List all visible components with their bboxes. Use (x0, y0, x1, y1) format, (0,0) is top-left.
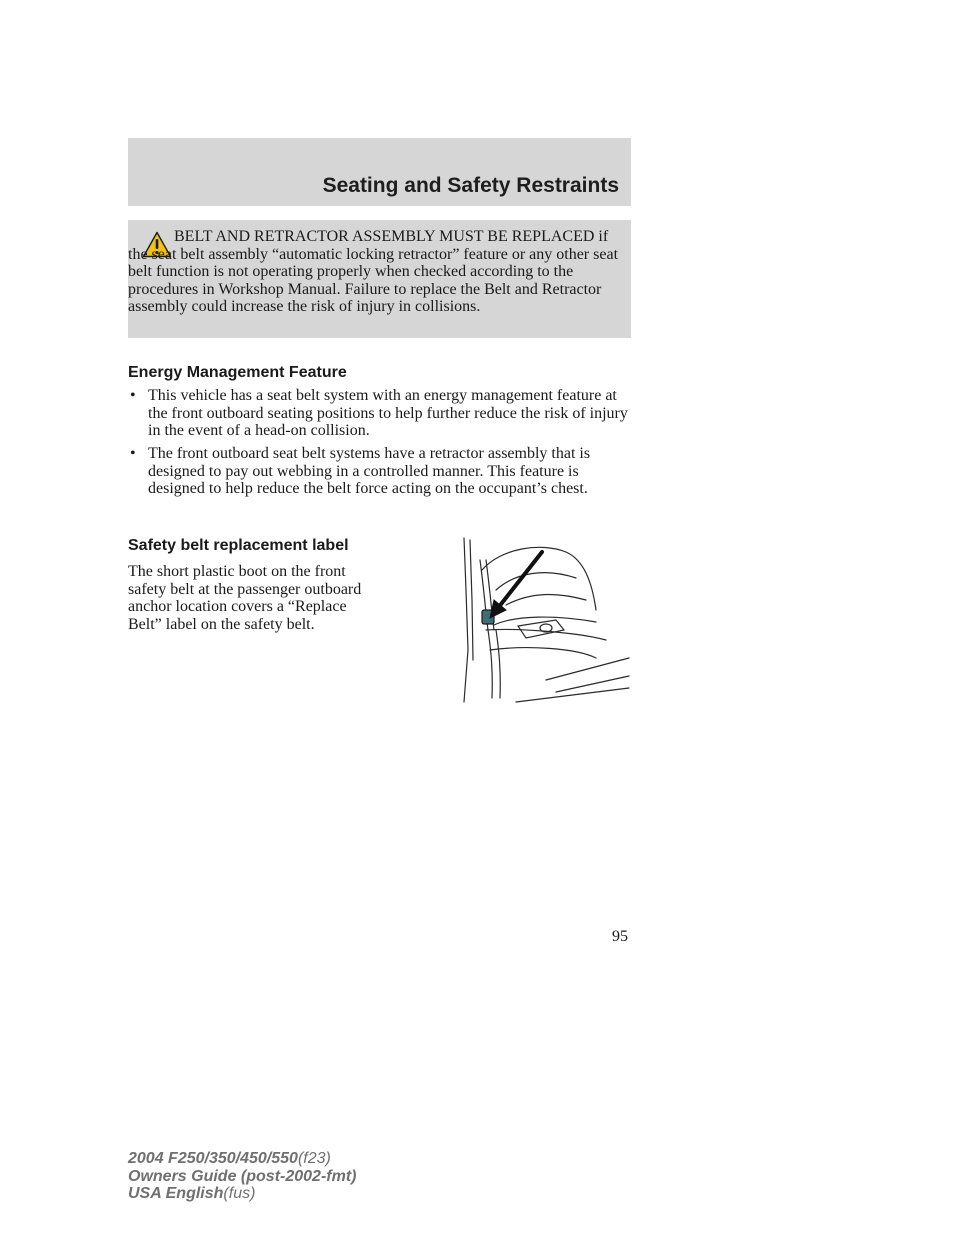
replacement-label-heading: Safety belt replacement label (128, 537, 349, 554)
footer-identifier (128, 1150, 356, 1203)
warning-box (128, 220, 631, 338)
seat-belt-illustration (446, 530, 631, 705)
bullet-item (128, 445, 638, 498)
footer-guide: Owners Guide (post-2002-fmt) (128, 1167, 357, 1185)
bullet-dot: • (130, 445, 136, 462)
section-title: Seating and Safety Restraints (322, 174, 619, 197)
section-header (128, 138, 631, 206)
footer-language: USA English (128, 1185, 224, 1202)
warning-text: BELT AND RETRACTOR ASSEMBLY MUST BE REPLACED if the seat belt assembly “automatic locking retractor” feature or any other seat belt function is not operating properly when checked according to the procedures in Workshop Manual. Failure to replace the Belt and Retractor assembly could increase the risk of injury in collisions. (128, 228, 619, 316)
energy-management-heading: Energy Management Feature (128, 364, 347, 381)
footer-model-code: (f23) (297, 1150, 331, 1167)
bullet-text: The front outboard seat belt systems have a retractor assembly that is designed to pay out webbing in a controlled manner. This feature is designed to help reduce the belt force acting on the occupant’s chest. (148, 445, 591, 498)
footer-model: 2004 F250/350/450/550 (128, 1150, 298, 1167)
bullet-dot: • (130, 387, 136, 404)
footer-language-code: (fus) (223, 1185, 256, 1202)
replacement-paragraph: The short plastic boot on the front safety belt at the passenger outboard anchor location covers a “Replace Belt” label on the safety belt. (128, 563, 362, 633)
bullet-text: This vehicle has a seat belt system with an energy management feature at the front outboard seating positions to help further reduce the risk of injury in the event of a head-on collision. (148, 387, 628, 440)
page-number: 95 (612, 928, 628, 945)
bullet-item (128, 387, 638, 440)
